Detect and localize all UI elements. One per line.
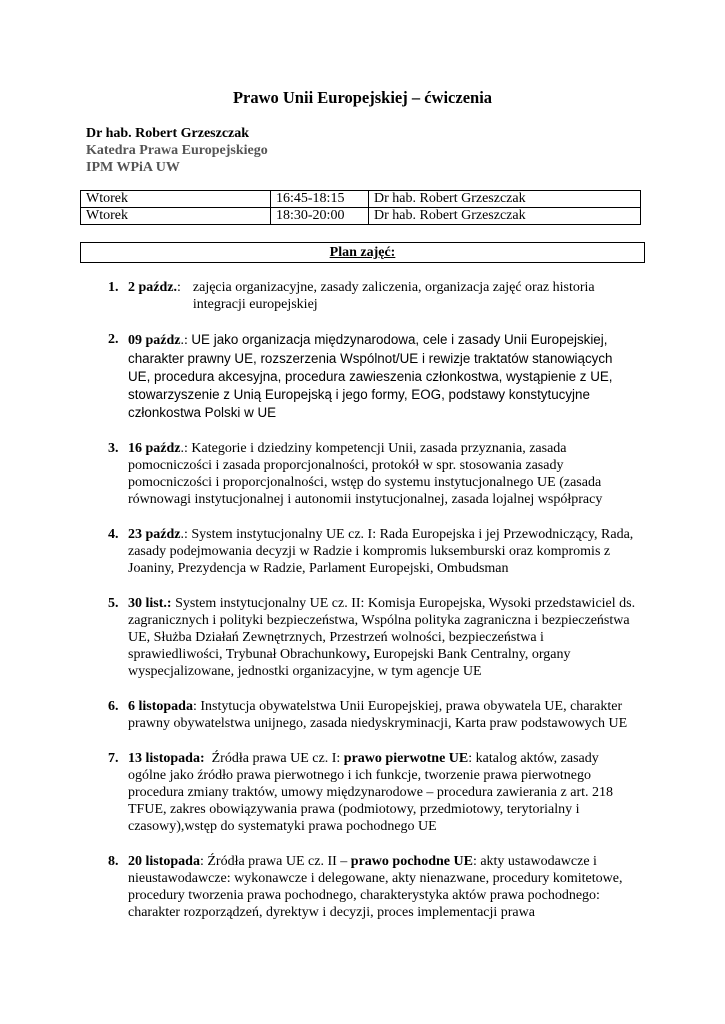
author-name: Dr hab. Robert Grzeszczak xyxy=(86,126,250,141)
schedule-day: Wtorek xyxy=(81,208,271,225)
item-number: 3. xyxy=(108,440,119,456)
document-title: Prawo Unii Europejskiej – ćwiczenia xyxy=(232,88,493,107)
item-number: 6. xyxy=(108,698,119,714)
item-text: Źródła prawa UE cz. I: xyxy=(211,750,344,766)
schedule-row xyxy=(81,208,641,225)
item-date: 2 paźdz.: xyxy=(128,280,181,295)
list-item xyxy=(108,279,636,313)
item-number: 1. xyxy=(108,280,119,295)
list-item: 3. 16 paźdz.: Kategorie i dziedziny kompetencji Unii, zasada przyznania, zasada pomocniczości i zasada proporcjonalności, protokół w spr. stosowania zasady pomocniczości i proporcjonalności, wstęp do systemu instytucjonalnego UE (zasada równowagi instytucjonalnej i autonomii instytucjonalnej, zasada lojalnej współpracy xyxy=(108,440,603,507)
item-date: 6 listopada xyxy=(128,698,193,714)
item-text: Instytucja obywatelstwa Unii Europejskiej, prawa obywatela UE, charakter prawny obywatelstwa unijnego, zasada niedyskryminacji, Karta praw podstawowych UE xyxy=(128,698,628,731)
schedule-day: Wtorek xyxy=(81,191,271,208)
item-text: zajęcia organizacyjne, zasady zaliczenia, organizacja zajęć oraz historia integracji europejskiej xyxy=(192,280,595,312)
list-item: 5. 30 list.: System instytucjonalny UE cz. II: Komisja Europejska, Wysoki przedstawiciel ds. zagranicznych i polityki bezpieczeństwa, Wspólna polityka zagraniczna i bezpieczeństwa UE, Służba Działań Zewnętrznych, Przestrzeń wolności, bezpieczeństwa i sprawiedliwości, Trybunał Obrachunkowy, Europejski Bank Centralny, organy wyspecjalizowane, jednostki organizacyjne, w tym agencje UE xyxy=(108,595,636,679)
plan-list xyxy=(108,279,636,939)
item-text: System instytucjonalny UE cz. II: Komisja Europejska, Wysoki przedstawiciel ds. zagranicznych i polityki bezpieczeństwa, Wspólna polityka zagraniczna i bezpieczeństwa UE, Służba Działań Zewnętrznych, Przestrzeń wolności, bezpieczeństwa i sprawiedliwości, Trybunał Obrachunkowy xyxy=(128,595,636,662)
author-institute: IPM WPiA UW xyxy=(86,160,180,175)
list-item: 6. 6 listopada: Instytucja obywatelstwa Unii Europejskiej, prawa obywatela UE, charakter prawny obywatelstwa unijnego, zasada niedyskryminacji, Karta praw podstawowych UE xyxy=(108,698,628,731)
item-text: Kategorie i dziedziny kompetencji Unii, zasada przyznania, zasada pomocniczości i zasada proporcjonalności, protokół w spr. stosowania zasady pomocniczości i proporcjonalności, wstęp do systemu instytucjonalnego UE (zasada równowagi instytucjonalnej i autonomii instytucjonalnej, zasada lojalnej współpracy xyxy=(128,440,603,507)
item-number: 2. xyxy=(108,332,119,347)
item-text: UE jako organizacja międzynarodowa, cele i zasady Unii Europejskiej, charakter prawny UE, rozszerzenia Wspólnot/UE i rewizje traktatów stanowiących UE, procedura akcesyjna, procedura zawieszenia członkostwa, wystąpienie z UE, stowarzyszenie z Unią Europejską i jego formy, EOG, podstawy konstytucyjne członkostwa Polski w UE xyxy=(128,332,613,420)
schedule-teacher: Dr hab. Robert Grzeszczak xyxy=(369,191,641,208)
plan-heading: Plan zajęć: xyxy=(80,242,645,263)
item-number: 4. xyxy=(108,526,119,542)
item-date: 13 listopada: xyxy=(128,750,205,766)
schedule-teacher: Dr hab. Robert Grzeszczak xyxy=(369,208,641,225)
author-department: Katedra Prawa Europejskiego xyxy=(86,143,268,158)
item-date: 16 paźdz xyxy=(128,440,181,456)
item-date: 30 list.: xyxy=(128,595,172,611)
item-date: 20 listopada xyxy=(128,853,200,869)
item-date: 09 paźdz xyxy=(128,333,181,348)
list-item: 7. 13 listopada: Źródła prawa UE cz. I: prawo pierwotne UE: katalog aktów, zasady ogólne jako źródło prawa pierwotnego i ich funkcje, tworzenie prawa pierwotnego procedura zmiany traktów, umowy międzynarodowe – procedura zawierania z art. 218 TFUE, zakres obowiązywania prawa (podmiotowy, przedmiotowy, terytorialny i czasowy),wstęp do systematyki prawa pochodnego UE xyxy=(108,750,614,834)
list-item: 8. 20 listopada: Źródła prawa UE cz. II – prawo pochodne UE: akty ustawodawcze i nieustawodawcze: wykonawcze i delegowane, akty nienazwane, procedury komitetowe, procedury tworzenia prawa pochodnego, charakterystyka aktów prawa pochodnego: charakter rozporządzeń, dyrektyw i decyzji, proces implementacji prawa xyxy=(108,853,623,920)
schedule-table xyxy=(80,190,641,225)
list-item: 2. 09 paźdz.: UE jako organizacja międzynarodowa, cele i zasady Unii Europejskiej, charakter prawny UE, rozszerzenia Wspólnot/UE i rewizje traktatów stanowiących UE, procedura akcesyjna, procedura zawieszenia członkostwa, wystąpienie z UE, stowarzyszenie z Unią Europejską i jego formy, EOG, podstawy konstytucyjne członkostwa Polski w UE xyxy=(108,332,613,420)
item-text: System instytucjonalny UE cz. I: Rada Europejska i jej Przewodniczący, Rada, zasady podejmowania decyzji w Radzie i kompromis luksemburski oraz kompromis z Joaniny, Prezydencja w Radzie, Parlament Europejski, Ombudsman xyxy=(128,526,634,576)
item-text: Źródła prawa UE cz. II – xyxy=(207,853,351,869)
author-block xyxy=(86,125,268,176)
item-number: 7. xyxy=(108,750,119,766)
schedule-row xyxy=(81,191,641,208)
schedule-time: 16:45-18:15 xyxy=(271,191,369,208)
item-date: 23 paźdz xyxy=(128,526,181,542)
schedule-time: 18:30-20:00 xyxy=(271,208,369,225)
list-item: 4. 23 paźdz.: System instytucjonalny UE cz. I: Rada Europejska i jej Przewodniczący, Rada, zasady podejmowania decyzji w Radzie i kompromis luksemburski oraz kompromis z Joaniny, Prezydencja w Radzie, Parlament Europejski, Ombudsman xyxy=(108,526,634,576)
item-number: 8. xyxy=(108,853,119,869)
item-number: 5. xyxy=(108,595,119,611)
